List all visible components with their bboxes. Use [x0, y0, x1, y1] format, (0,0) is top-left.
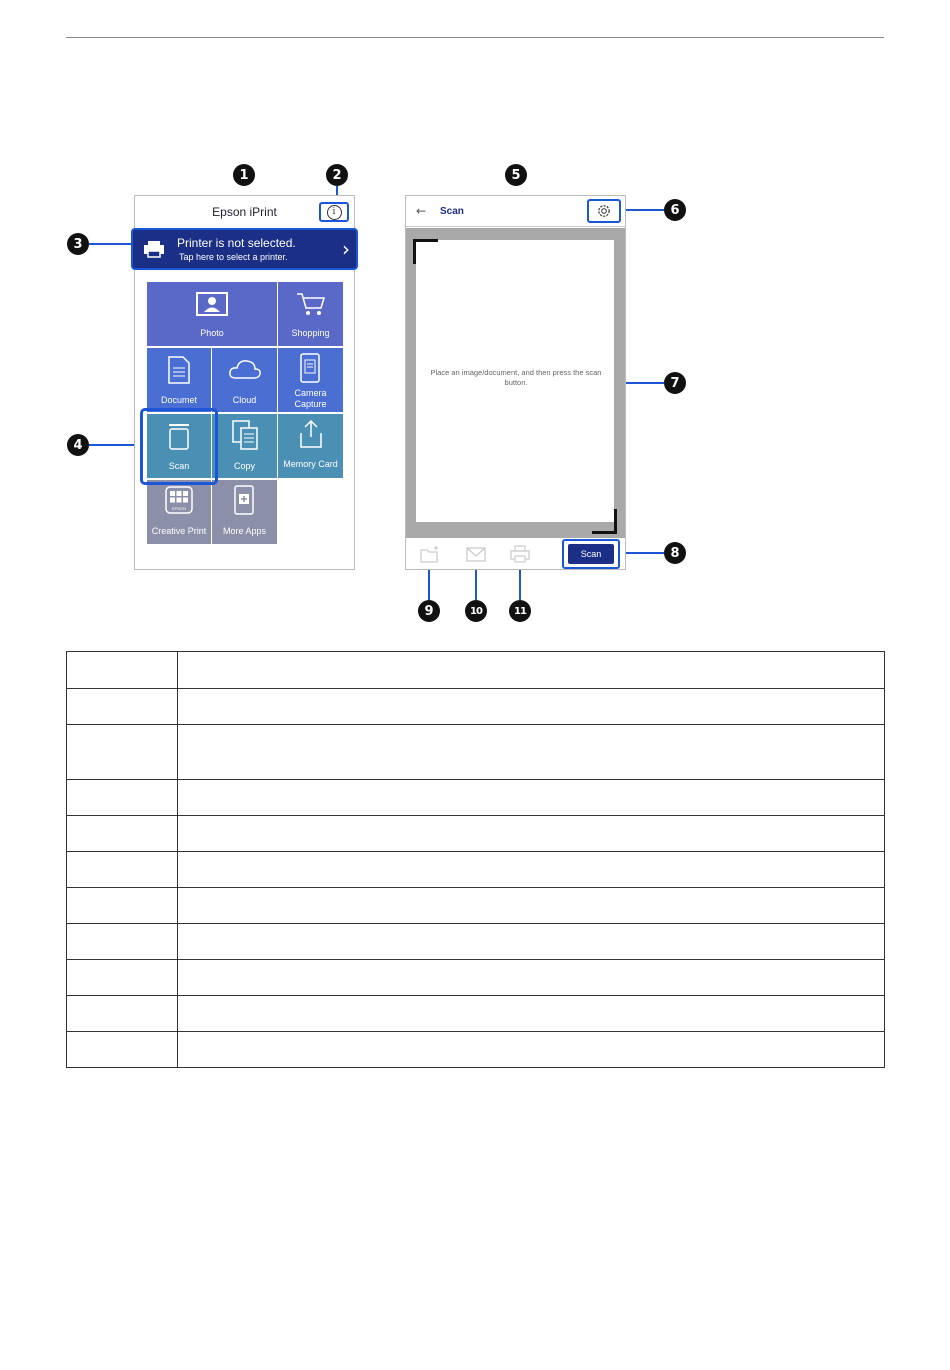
tile-copy[interactable]: [212, 414, 277, 478]
chevron-right-icon: ›: [342, 237, 350, 261]
tile-label: Scan: [168, 461, 190, 471]
memory-card-icon: [299, 419, 323, 449]
callout-2: 2: [326, 164, 348, 186]
scan-screen: [405, 195, 626, 570]
table-cell: [67, 1032, 178, 1068]
iprint-home-screen: [134, 195, 355, 570]
tile-label: More Apps: [222, 526, 267, 536]
tile-label: Photo: [200, 328, 224, 338]
table-cell: [67, 780, 178, 816]
leader-6: [622, 209, 664, 211]
tile-label: Creative Print: [151, 526, 207, 536]
gear-icon: [596, 203, 612, 219]
scan-tile-highlight: [140, 408, 218, 485]
table-row: [67, 888, 885, 924]
leader-8: [620, 552, 664, 554]
header-rule: [66, 37, 884, 38]
callout-7: 7: [664, 372, 686, 394]
tile-label: Memory Card: [283, 459, 338, 469]
table-cell: [67, 888, 178, 924]
cloud-icon: [228, 358, 262, 380]
leader-4: [89, 444, 140, 446]
screen-title: Scan: [440, 206, 464, 217]
tile-label: Copy: [233, 461, 255, 471]
table-row: [67, 689, 885, 725]
table-cell: [178, 725, 885, 780]
back-arrow-icon[interactable]: ←: [416, 204, 427, 218]
tile-cloud[interactable]: [212, 348, 277, 412]
description-table: [66, 651, 885, 1068]
table-cell: [67, 924, 178, 960]
tile-label: Cloud: [232, 395, 257, 405]
table-cell: [178, 816, 885, 852]
table-row: [67, 1032, 885, 1068]
cart-icon: [296, 292, 326, 316]
table-cell: [67, 725, 178, 780]
epson-logo-text: EPSON: [171, 506, 187, 511]
table-cell: [67, 960, 178, 996]
save-folder-icon[interactable]: [420, 545, 440, 563]
table-cell: [178, 924, 885, 960]
tile-memory-card[interactable]: [278, 414, 343, 478]
table-cell: [67, 996, 178, 1032]
tile-shopping[interactable]: [278, 282, 343, 346]
tile-document[interactable]: [147, 348, 211, 412]
table-cell: [67, 852, 178, 888]
tile-creative-print[interactable]: [147, 480, 211, 544]
table-row: [67, 652, 885, 689]
crop-corner-bottom-right[interactable]: [592, 509, 617, 534]
table-cell: [178, 960, 885, 996]
table-cell: [178, 780, 885, 816]
scan-preview-area: [406, 228, 625, 538]
table-cell: [178, 1032, 885, 1068]
callout-8: 8: [664, 542, 686, 564]
callout-4: 4: [67, 434, 89, 456]
preview-hint-text: Place an image/document, and then press the scan button.: [430, 368, 602, 387]
printer-select-banner[interactable]: [131, 228, 358, 270]
table-cell: [178, 652, 885, 689]
table-row: [67, 852, 885, 888]
camera-capture-icon: [300, 353, 320, 383]
callout-11: 11: [509, 600, 531, 622]
table-cell: [178, 689, 885, 725]
printer-icon: [143, 240, 165, 258]
tile-label-line1: Camera: [294, 388, 327, 398]
tile-label-line2: Capture: [294, 399, 327, 409]
table-cell: [67, 652, 178, 689]
crop-corner-top-left[interactable]: [413, 239, 438, 264]
more-apps-icon: [234, 485, 254, 515]
tile-photo[interactable]: [147, 282, 277, 346]
table-cell: [178, 996, 885, 1032]
callout-6: 6: [664, 199, 686, 221]
copy-icon: [232, 420, 258, 450]
callout-1: 1: [233, 164, 255, 186]
scan-button[interactable]: Scan: [568, 544, 614, 564]
photo-icon: [196, 292, 228, 316]
scan-settings-button[interactable]: [587, 199, 621, 223]
divider: [406, 226, 625, 227]
table-cell: [178, 852, 885, 888]
table-row: [67, 960, 885, 996]
table-cell: [67, 816, 178, 852]
scan-button-highlight: [562, 539, 620, 569]
mail-icon[interactable]: [466, 545, 486, 563]
tile-more-apps[interactable]: [212, 480, 277, 544]
table-row: [67, 816, 885, 852]
table-cell: [67, 689, 178, 725]
table-row: [67, 780, 885, 816]
callout-10: 10: [465, 600, 487, 622]
callout-5: 5: [505, 164, 527, 186]
table-row: [67, 924, 885, 960]
document-icon: [168, 356, 190, 384]
tile-label: Documet: [160, 395, 197, 405]
callout-3: 3: [67, 233, 89, 255]
print-icon[interactable]: [510, 545, 530, 563]
callout-9: 9: [418, 600, 440, 622]
info-icon: i: [327, 205, 342, 220]
table-cell: [178, 888, 885, 924]
leader-3: [89, 243, 131, 245]
tile-label: Shopping: [291, 328, 330, 338]
table-row: [67, 996, 885, 1032]
banner-title: Printer is not selected.: [177, 236, 296, 250]
info-button[interactable]: [319, 202, 349, 222]
table-row: [67, 725, 885, 780]
creative-print-icon: [165, 486, 193, 514]
banner-subtitle: Tap here to select a printer.: [179, 252, 288, 262]
tile-camera-capture[interactable]: [278, 348, 343, 412]
app-title: Epson iPrint: [212, 205, 277, 219]
